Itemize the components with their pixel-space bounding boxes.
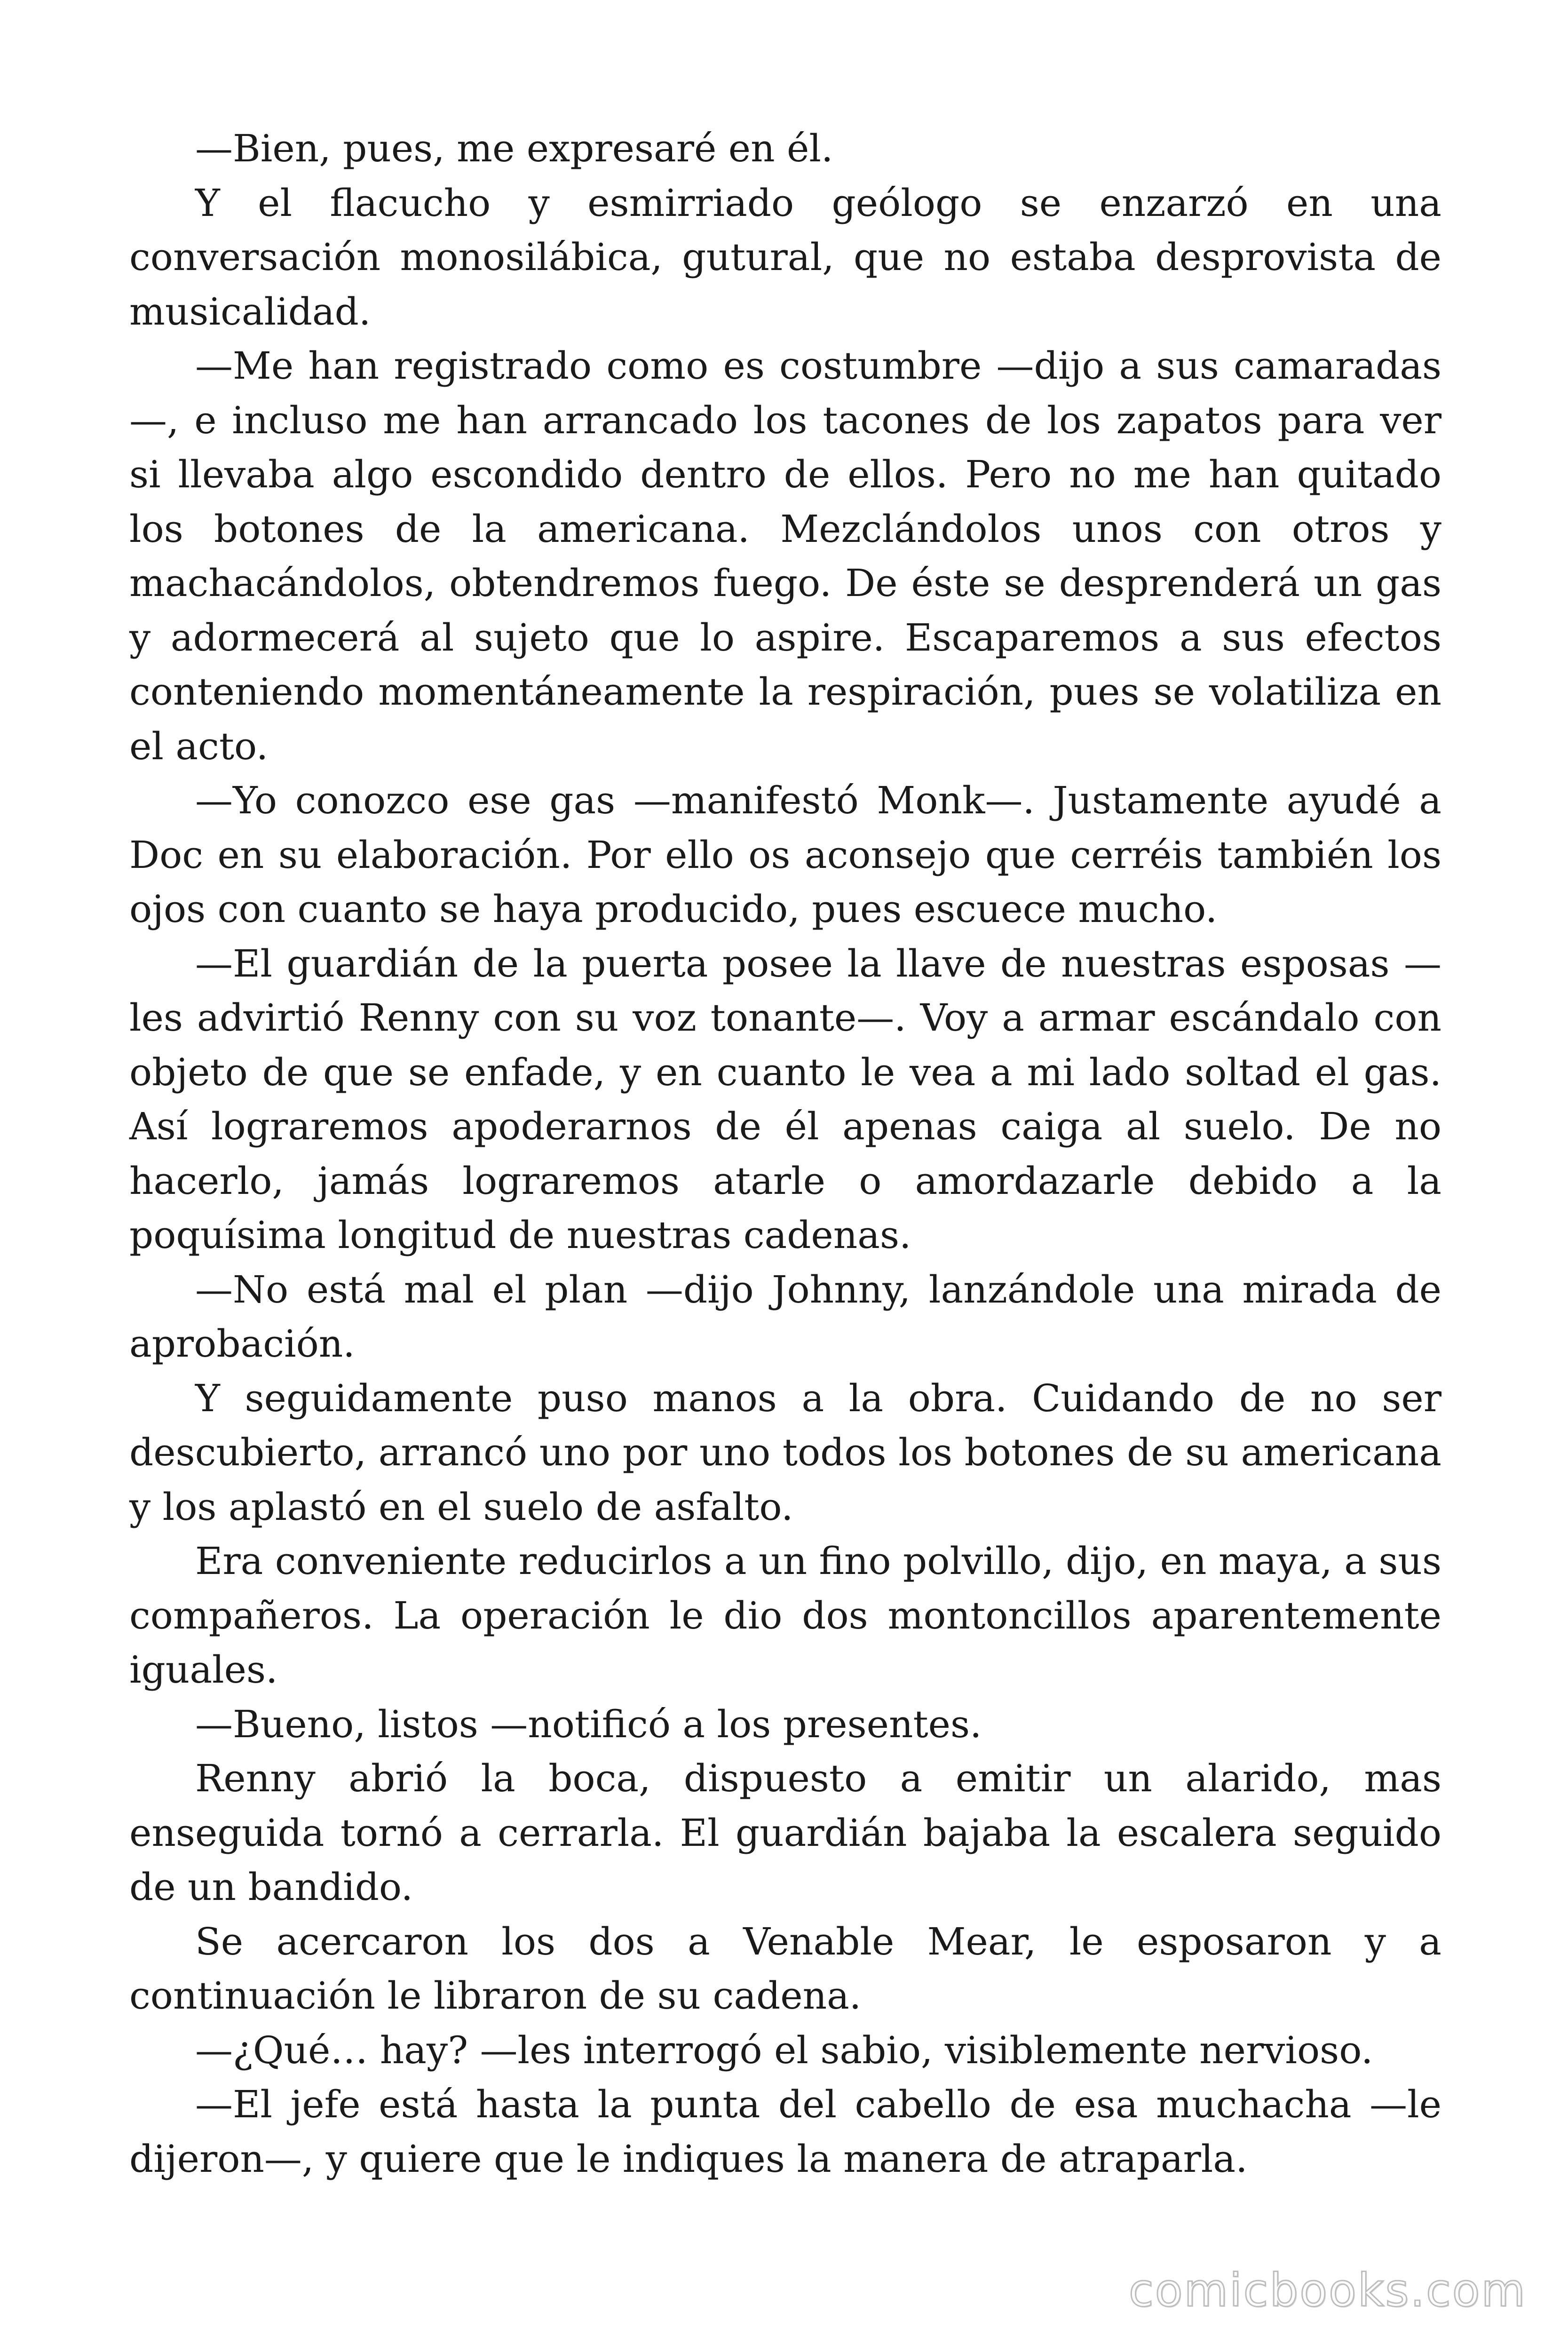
- paragraph: Y seguidamente puso manos a la obra. Cuidando de no ser descubierto, arrancó uno por uno todos los botones de su americana y los aplastó en el suelo de asfalto.: [129, 1376, 1441, 1529]
- paragraph: —Bueno, listos —notificó a los presentes.: [195, 1702, 982, 1746]
- paragraph: —El jefe está hasta la punta del cabello de esa muchacha —le dijeron—, y quiere que le indiques la manera de atraparla.: [129, 2082, 1441, 2181]
- paragraph: Renny abrió la boca, dispuesto a emitir un alarido, mas enseguida tornó a cerrarla. El guardián bajaba la escalera seguido de un bandido.: [129, 1756, 1441, 1909]
- site-watermark: comicbooks.com: [1128, 2264, 1527, 2317]
- body-text: [129, 121, 1441, 2186]
- paragraph: —Yo conozco ese gas —manifestó Monk—. Justamente ayudé a Doc en su elaboración. Por ello os aconsejo que cerréis también los ojos con cuanto se haya producido, pues escuece mucho.: [129, 779, 1441, 931]
- paragraph: Era conveniente reducirlos a un fino polvillo, dijo, en maya, a sus compañeros. La operación le dio dos montoncillos aparentemente iguales.: [129, 1539, 1441, 1692]
- paragraph: Se acercaron los dos a Venable Mear, le esposaron y a continuación le libraron de su cadena.: [129, 1919, 1441, 2018]
- paragraph: —Me han registrado como es costumbre —dijo a sus camaradas —, e incluso me han arrancado los tacones de los zapatos para ver si llevaba algo escondido dentro de ellos. Pero no me han quitado los botones de la americana. Mezclándolos unos con otros y machacándolos, obtendremos fuego. De éste se desprenderá un gas y adormecerá al sujeto que lo aspire. Escaparemos a sus efectos conteniendo momentáneamente la respiración, pues se volatiliza en el acto.: [129, 344, 1441, 768]
- paragraph: —Bien, pues, me expresaré en él.: [195, 127, 833, 170]
- paragraph: —No está mal el plan —dijo Johnny, lanzándole una mirada de aprobación.: [129, 1267, 1441, 1366]
- paragraph: Y el flacucho y esmirriado geólogo se enzarzó en una conversación monosilábica, gutural, que no estaba desprovista de musicalidad.: [129, 181, 1441, 334]
- paragraph: —¿Qué… hay? —les interrogó el sabio, visiblemente nervioso.: [195, 2028, 1373, 2072]
- paragraph: —El guardián de la puerta posee la llave de nuestras esposas —les advirtió Renny con su voz tonante—. Voy a armar escándalo con objeto de que se enfade, y en cuanto le vea a mi lado soltad el gas. Así lograremos apoderarnos de él apenas caiga al suelo. De no hacerlo, jamás lograremos atarle o amordazarle debido a la poquísima longitud de nuestras cadenas.: [129, 941, 1441, 1257]
